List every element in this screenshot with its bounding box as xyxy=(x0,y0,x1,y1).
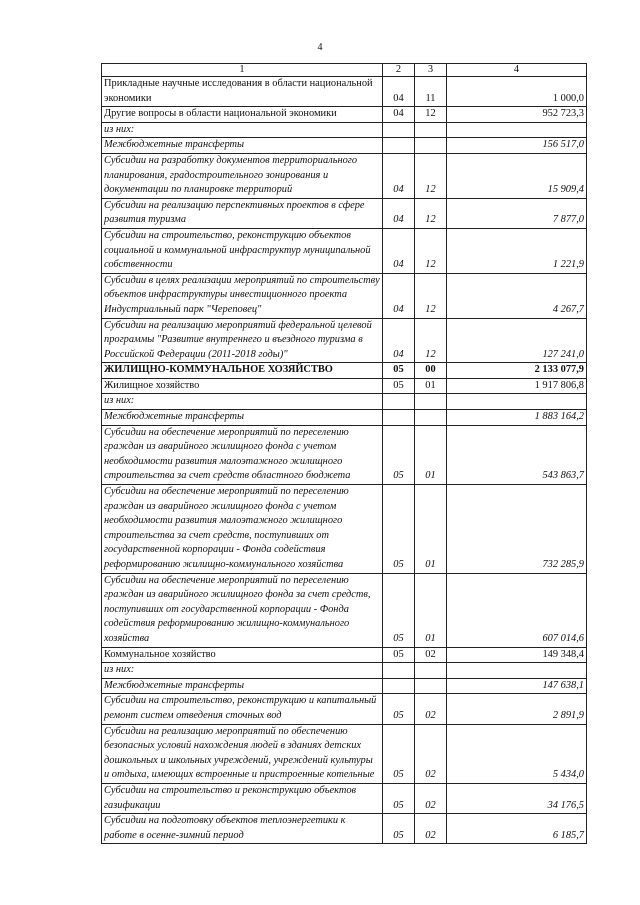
row-amount-cell: 34 176,5 xyxy=(447,783,587,813)
table-row xyxy=(102,77,587,107)
row-amount-cell: 1 000,0 xyxy=(447,77,587,107)
page-number: 4 xyxy=(317,42,323,53)
row-subsection-cell: 12 xyxy=(415,153,447,198)
row-section-cell: 04 xyxy=(383,77,415,107)
row-subsection-cell xyxy=(415,394,447,410)
row-amount-cell: 1 883 164,2 xyxy=(447,410,587,426)
table-row xyxy=(102,573,587,647)
table-row xyxy=(102,485,587,574)
row-subsection-cell xyxy=(415,410,447,426)
row-section-cell: 04 xyxy=(383,228,415,273)
row-name-cell: Субсидии на обеспечение мероприятий по переселению граждан из аварийного жилищного фонда с учетом необходимости развития малоэтажного жилищного строительства за счет средств областного бюджета xyxy=(102,425,383,484)
row-amount-cell: 543 863,7 xyxy=(447,425,587,484)
row-subsection-cell xyxy=(415,678,447,694)
row-subsection-cell: 12 xyxy=(415,107,447,123)
row-amount-cell xyxy=(447,663,587,679)
row-amount-cell: 4 267,7 xyxy=(447,273,587,318)
row-amount-cell: 127 241,0 xyxy=(447,318,587,363)
row-section-cell: 04 xyxy=(383,198,415,228)
row-section-cell: 05 xyxy=(383,724,415,783)
row-amount-cell: 6 185,7 xyxy=(447,814,587,844)
table-row xyxy=(102,228,587,273)
row-section-cell: 04 xyxy=(383,153,415,198)
row-subsection-cell: 01 xyxy=(415,425,447,484)
row-subsection-cell xyxy=(415,663,447,679)
row-section-cell: 05 xyxy=(383,814,415,844)
row-subsection-cell: 02 xyxy=(415,694,447,724)
row-subsection-cell: 12 xyxy=(415,273,447,318)
table-row xyxy=(102,153,587,198)
row-subsection-cell: 02 xyxy=(415,783,447,813)
table-row xyxy=(102,122,587,138)
table-row xyxy=(102,425,587,484)
table-row xyxy=(102,678,587,694)
row-name-cell: Коммунальное хозяйство xyxy=(102,647,383,663)
row-name-cell: Субсидии на строительство, реконструкцию объектов социальной и коммунальной инфраструктур муниципальной собственности xyxy=(102,228,383,273)
table-row xyxy=(102,107,587,123)
row-subsection-cell: 12 xyxy=(415,318,447,363)
row-section-cell: 04 xyxy=(383,273,415,318)
row-subsection-cell xyxy=(415,138,447,154)
row-name-cell: Субсидии в целях реализации мероприятий по строительству объектов инфраструктуры инвестиционного проекта Индустриальный парк "Череповец" xyxy=(102,273,383,318)
row-section-cell: 05 xyxy=(383,363,415,379)
row-name-cell: Другие вопросы в области национальной экономики xyxy=(102,107,383,123)
table-row xyxy=(102,378,587,394)
row-amount-cell: 2 891,9 xyxy=(447,694,587,724)
table-row xyxy=(102,410,587,426)
row-amount-cell xyxy=(447,122,587,138)
row-subsection-cell: 00 xyxy=(415,363,447,379)
row-name-cell: Субсидии на реализацию мероприятий по обеспечению безопасных условий нахождения людей в зданиях детских дошкольных и школьных учреждений, учреждений культуры и отдыха, имеющих встроенные и пристроенные котельные xyxy=(102,724,383,783)
row-subsection-cell: 01 xyxy=(415,378,447,394)
row-subsection-cell: 11 xyxy=(415,77,447,107)
row-subsection-cell: 02 xyxy=(415,724,447,783)
header-col-3: 3 xyxy=(415,64,447,77)
table-row xyxy=(102,647,587,663)
row-subsection-cell: 02 xyxy=(415,814,447,844)
row-name-cell: Субсидии на реализацию перспективных проектов в сфере развития туризма xyxy=(102,198,383,228)
table-row xyxy=(102,273,587,318)
row-amount-cell: 2 133 077,9 xyxy=(447,363,587,379)
row-amount-cell: 15 909,4 xyxy=(447,153,587,198)
row-name-cell: ЖИЛИЩНО-КОММУНАЛЬНОЕ ХОЗЯЙСТВО xyxy=(102,363,383,379)
row-section-cell xyxy=(383,410,415,426)
row-name-cell: из них: xyxy=(102,663,383,679)
row-name-cell: Межбюджетные трансферты xyxy=(102,138,383,154)
row-section-cell xyxy=(383,678,415,694)
row-amount-cell: 732 285,9 xyxy=(447,485,587,574)
row-subsection-cell: 01 xyxy=(415,485,447,574)
row-section-cell xyxy=(383,138,415,154)
row-amount-cell: 607 014,6 xyxy=(447,573,587,647)
row-section-cell: 04 xyxy=(383,318,415,363)
row-amount-cell: 156 517,0 xyxy=(447,138,587,154)
row-amount-cell: 5 434,0 xyxy=(447,724,587,783)
row-section-cell xyxy=(383,663,415,679)
header-col-2: 2 xyxy=(383,64,415,77)
row-amount-cell: 1 917 806,8 xyxy=(447,378,587,394)
row-subsection-cell xyxy=(415,122,447,138)
row-amount-cell: 952 723,3 xyxy=(447,107,587,123)
row-name-cell: Межбюджетные трансферты xyxy=(102,678,383,694)
row-section-cell: 05 xyxy=(383,485,415,574)
table-row xyxy=(102,783,587,813)
row-subsection-cell: 02 xyxy=(415,647,447,663)
budget-table xyxy=(101,63,587,844)
row-name-cell: Прикладные научные исследования в области национальной экономики xyxy=(102,77,383,107)
row-section-cell: 05 xyxy=(383,647,415,663)
row-subsection-cell: 12 xyxy=(415,198,447,228)
header-col-4: 4 xyxy=(447,64,587,77)
row-section-cell: 05 xyxy=(383,573,415,647)
row-section-cell: 05 xyxy=(383,694,415,724)
row-subsection-cell: 01 xyxy=(415,573,447,647)
table-row xyxy=(102,363,587,379)
row-section-cell: 05 xyxy=(383,783,415,813)
table-row xyxy=(102,694,587,724)
header-col-1: 1 xyxy=(102,64,383,77)
row-amount-cell: 7 877,0 xyxy=(447,198,587,228)
table-row xyxy=(102,138,587,154)
row-name-cell: Субсидии на подготовку объектов теплоэнергетики к работе в осенне-зимний период xyxy=(102,814,383,844)
row-name-cell: из них: xyxy=(102,394,383,410)
row-amount-cell: 1 221,9 xyxy=(447,228,587,273)
row-name-cell: Субсидии на разработку документов территориального планирования, градостроительного зонирования и документации по планировке территорий xyxy=(102,153,383,198)
table-row xyxy=(102,724,587,783)
row-name-cell: Жилищное хозяйство xyxy=(102,378,383,394)
row-section-cell xyxy=(383,122,415,138)
row-section-cell: 05 xyxy=(383,425,415,484)
row-name-cell: из них: xyxy=(102,122,383,138)
row-name-cell: Субсидии на обеспечение мероприятий по переселению граждан из аварийного жилищного фонда за счет средств, поступивших от государственной корпорации - Фонда содействия реформированию жилищно-коммунального хозяйства xyxy=(102,573,383,647)
row-name-cell: Субсидии на строительство и реконструкцию объектов газификации xyxy=(102,783,383,813)
row-section-cell: 05 xyxy=(383,378,415,394)
row-section-cell xyxy=(383,394,415,410)
row-name-cell: Межбюджетные трансферты xyxy=(102,410,383,426)
row-name-cell: Субсидии на реализацию мероприятий федеральной целевой программы "Развитие внутреннего и въездного туризма в Российской Федерации (2011-2018 годы)" xyxy=(102,318,383,363)
row-name-cell: Субсидии на обеспечение мероприятий по переселению граждан из аварийного жилищного фонда с учетом необходимости развития малоэтажного жилищного строительства за счет средств, поступивших от государственной корпорации - Фонда содействия реформированию жилищно-коммунального хозяйства xyxy=(102,485,383,574)
row-amount-cell: 149 348,4 xyxy=(447,647,587,663)
table-header-row xyxy=(102,64,587,77)
row-amount-cell: 147 638,1 xyxy=(447,678,587,694)
table-row xyxy=(102,394,587,410)
table-row xyxy=(102,663,587,679)
row-amount-cell xyxy=(447,394,587,410)
row-subsection-cell: 12 xyxy=(415,228,447,273)
table-row xyxy=(102,814,587,844)
row-name-cell: Субсидии на строительство, реконструкцию и капитальный ремонт систем отведения сточных вод xyxy=(102,694,383,724)
row-section-cell: 04 xyxy=(383,107,415,123)
table-row xyxy=(102,198,587,228)
table-row xyxy=(102,318,587,363)
